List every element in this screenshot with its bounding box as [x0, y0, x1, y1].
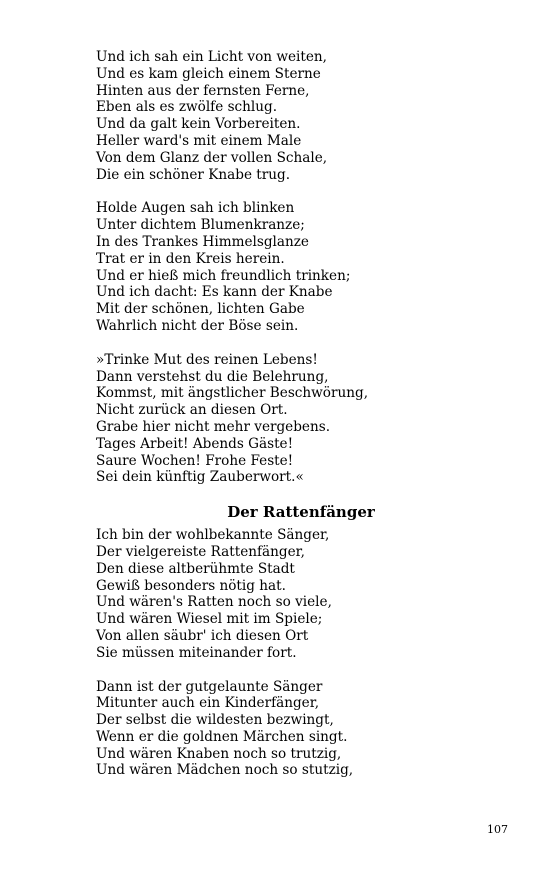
verse-line: Kommst, mit ängstlicher Beschwörung,	[96, 385, 369, 402]
verse-line: Ich bin der wohlbekannte Sänger,	[96, 527, 330, 544]
verse-line: Gewiß besonders nötig hat.	[96, 577, 286, 594]
verse-line: Dann verstehst du die Belehrung,	[96, 368, 329, 385]
verse-line: Und da galt kein Vorbereiten.	[96, 116, 301, 133]
verse-line: Saure Wochen! Frohe Feste!	[96, 452, 294, 469]
verse-line: Und wären Wiesel mit im Spiele;	[96, 611, 323, 628]
verse-line: Und wären's Ratten noch so viele,	[96, 594, 332, 611]
verse-line: Der vielgereiste Rattenfänger,	[96, 543, 305, 560]
verse-line: Trat er in den Kreis herein.	[96, 250, 285, 267]
verse-line: In des Trankes Himmelsglanze	[96, 233, 309, 250]
text-block	[96, 49, 516, 796]
verse-line: Der selbst die wildesten bezwingt,	[96, 712, 334, 729]
verse-line: Den diese altberühmte Stadt	[96, 560, 295, 577]
stanza	[96, 200, 516, 334]
verse-line: Von allen säubr' ich diesen Ort	[96, 627, 309, 644]
verse-line: Von dem Glanz der vollen Schale,	[96, 149, 328, 166]
verse-line: Heller ward's mit einem Male	[96, 132, 302, 149]
verse-line: Tages Arbeit! Abends Gäste!	[96, 435, 294, 452]
verse-line: Dann ist der gutgelaunte Sänger	[96, 678, 323, 695]
verse-line: Mit der schönen, lichten Gabe	[96, 301, 305, 318]
verse-line: Wahrlich nicht der Böse sein.	[96, 317, 299, 334]
poem-title: Der Rattenfänger	[227, 503, 375, 522]
verse-line: Grabe hier nicht mehr vergebens.	[96, 418, 331, 435]
verse-line: Hinten aus der fernsten Ferne,	[96, 82, 310, 99]
verse-line: Mitunter auch ein Kinderfänger,	[96, 695, 320, 712]
verse-line: Sie müssen miteinander fort.	[96, 644, 297, 661]
verse-line: Und es kam gleich einem Sterne	[96, 65, 321, 82]
verse-line: Und wären Knaben noch so trutzig,	[96, 745, 342, 762]
stanza	[96, 527, 516, 661]
verse-line: Die ein schöner Knabe trug.	[96, 166, 291, 183]
page-number: 107	[487, 823, 508, 836]
stanza	[96, 352, 516, 486]
verse-line: Sei dein künftig Zauberwort.«	[96, 469, 304, 486]
verse-line: Nicht zurück an diesen Ort.	[96, 402, 288, 419]
verse-line: Und er hieß mich freundlich trinken;	[96, 267, 351, 284]
verse-line: »Trinke Mut des reinen Lebens!	[96, 351, 318, 368]
stanza	[96, 49, 516, 183]
verse-line: Unter dichtem Blumenkranze;	[96, 217, 305, 234]
verse-line: Und ich dacht: Es kann der Knabe	[96, 284, 333, 301]
stanza	[96, 679, 516, 780]
verse-line: Und ich sah ein Licht von weiten,	[96, 49, 327, 65]
verse-line: Holde Augen sah ich blinken	[96, 200, 295, 217]
verse-line: Wenn er die goldnen Märchen singt.	[96, 728, 348, 745]
verse-line: Eben als es zwölfe schlug.	[96, 99, 278, 116]
verse-line: Und wären Mädchen noch so stutzig,	[96, 762, 354, 779]
